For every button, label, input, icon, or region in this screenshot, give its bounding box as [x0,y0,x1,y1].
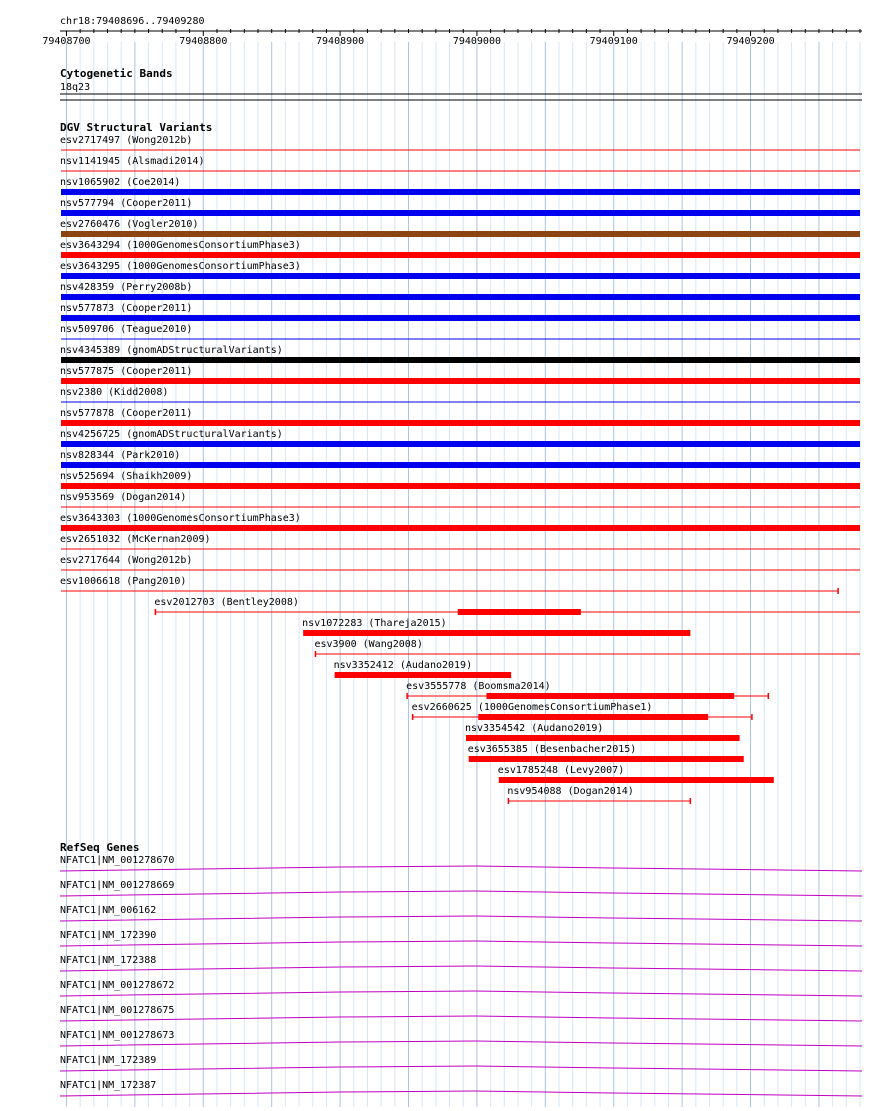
gene-label[interactable]: NFATC1|NM_001278669 [60,880,175,891]
variant-bar[interactable] [61,420,860,426]
variant-label[interactable]: nsv577873 (Cooper2011) [60,303,193,314]
gene-feature[interactable] [60,930,862,946]
variant-feature[interactable] [60,408,860,426]
cytogenetic-title: Cytogenetic Bands [60,67,173,80]
gene-intron-line[interactable] [60,966,862,971]
variant-label[interactable]: nsv3354542 (Audano2019) [464,723,604,734]
variant-label[interactable]: esv2717644 (Wong2012b) [60,555,193,566]
ruler-tick-label: 79408800 [179,36,228,47]
variant-bar[interactable] [61,462,860,468]
cytoband-label[interactable]: 18q23 [60,82,91,93]
variant-feature[interactable] [465,723,740,741]
variant-label[interactable]: nsv4345389 (gnomADStructuralVariants) [60,345,283,356]
variant-bar[interactable] [61,525,860,531]
refseq-title: RefSeq Genes [60,841,140,854]
variant-bar[interactable] [61,441,860,447]
coordinate-ruler [42,16,862,47]
dgv-track [60,121,860,804]
variant-bar[interactable] [335,672,511,678]
variant-feature[interactable] [60,282,860,300]
gene-feature[interactable] [60,880,862,896]
variant-label[interactable]: nsv1072283 (Thareja2015) [302,618,447,629]
gene-label[interactable]: NFATC1|NM_172387 [60,1080,157,1091]
gene-intron-line[interactable] [60,1091,862,1096]
variant-label[interactable]: esv3643295 (1000GenomesConsortiumPhase3) [60,261,301,272]
variant-label[interactable]: nsv525694 (Shaikh2009) [60,471,193,482]
variant-feature[interactable] [60,555,860,570]
variant-label[interactable]: esv2660625 (1000GenomesConsortiumPhase1) [411,702,653,713]
gene-label[interactable]: NFATC1|NM_001278675 [60,1005,175,1016]
variant-feature[interactable] [507,786,690,804]
variant-feature[interactable] [60,471,860,489]
variant-feature[interactable] [60,534,860,549]
variant-label[interactable]: esv3900 (Wang2008) [314,639,423,650]
variant-bar[interactable] [61,231,860,237]
variant-feature[interactable] [412,702,752,720]
variant-bar[interactable] [61,294,860,300]
variant-feature[interactable] [60,303,860,321]
variant-feature[interactable] [498,765,774,783]
variant-bar[interactable] [61,210,860,216]
gene-intron-line[interactable] [60,941,862,946]
variant-bar[interactable] [466,735,740,741]
variant-label[interactable]: esv1006618 (Pang2010) [60,576,187,587]
gene-intron-line[interactable] [60,866,862,871]
variant-label[interactable]: nsv3352412 (Audano2019) [333,660,473,671]
variant-bar[interactable] [61,357,860,363]
variant-label[interactable]: esv2717497 (Wong2012b) [60,135,193,146]
variant-core-bar[interactable] [458,609,581,615]
variant-bar[interactable] [61,189,860,195]
variant-bar[interactable] [303,630,690,636]
variant-feature[interactable] [60,240,860,258]
gene-intron-line[interactable] [60,1016,862,1021]
variant-label[interactable]: esv3643294 (1000GenomesConsortiumPhase3) [60,240,301,251]
gene-feature[interactable] [60,905,862,921]
variant-bar[interactable] [499,777,774,783]
ruler-tick-label: 79408700 [42,36,91,47]
variant-feature[interactable] [154,597,860,615]
variant-feature[interactable] [60,198,860,216]
gene-intron-line[interactable] [60,891,862,896]
variant-feature[interactable] [60,219,860,237]
variant-label[interactable]: esv2012703 (Bentley2008) [154,597,299,608]
variant-label[interactable]: esv3555778 (Boomsma2014) [406,681,551,692]
variant-feature[interactable] [60,135,860,150]
variant-feature[interactable] [60,450,860,468]
gene-label[interactable]: NFATC1|NM_001278670 [60,855,175,866]
gene-label[interactable]: NFATC1|NM_172388 [60,955,157,966]
gene-feature[interactable] [60,855,862,871]
variant-label[interactable]: nsv4256725 (gnomADStructuralVariants) [60,429,283,440]
variant-feature[interactable] [60,156,860,171]
variant-bar[interactable] [61,483,860,489]
variant-label[interactable]: esv2651032 (McKernan2009) [60,534,211,545]
variant-label[interactable]: nsv428359 (Perry2008b) [60,282,193,293]
variant-bar[interactable] [469,756,744,762]
variant-label[interactable]: nsv1065902 (Coe2014) [60,177,181,188]
variant-bar[interactable] [61,315,860,321]
variant-label[interactable]: esv3655385 (Besenbacher2015) [467,744,637,755]
gene-feature[interactable] [60,1005,862,1021]
variant-label[interactable]: nsv954088 (Dogan2014) [507,786,634,797]
variant-label[interactable]: nsv577875 (Cooper2011) [60,366,193,377]
variant-label[interactable]: nsv2380 (Kidd2008) [60,387,169,398]
variant-feature[interactable] [60,387,860,402]
refseq-track [60,841,862,1096]
gene-intron-line[interactable] [60,1041,862,1046]
variant-feature[interactable] [60,261,860,279]
ruler-tick-label: 79409200 [726,36,775,47]
gene-label[interactable]: NFATC1|NM_172390 [60,930,157,941]
variant-label[interactable]: nsv953569 (Dogan2014) [60,492,187,503]
ruler-tick-label: 79408900 [316,36,365,47]
ruler-tick-label: 79409100 [589,36,638,47]
variant-label[interactable]: esv2760476 (Vogler2010) [60,219,199,230]
ruler-tick-label: 79409000 [452,36,502,47]
cytogenetic-track [60,67,862,100]
dgv-title: DGV Structural Variants [60,121,213,134]
variant-feature[interactable] [334,660,511,678]
variant-feature[interactable] [60,366,860,384]
gene-label[interactable]: NFATC1|NM_001278673 [60,1030,175,1041]
variant-bar[interactable] [61,273,860,279]
variant-feature[interactable] [302,618,690,636]
gene-intron-line[interactable] [60,1066,862,1071]
variant-feature[interactable] [60,324,860,339]
gene-label[interactable]: NFATC1|NM_001278672 [60,980,175,991]
gene-feature[interactable] [60,1080,862,1096]
variant-feature[interactable] [60,429,860,447]
variant-feature[interactable] [60,513,860,531]
variant-feature[interactable] [468,744,744,762]
gene-feature[interactable] [60,980,862,996]
variant-label[interactable]: nsv509706 (Teague2010) [60,324,193,335]
variant-label[interactable]: nsv828344 (Park2010) [60,450,181,461]
variant-label[interactable]: nsv577878 (Cooper2011) [60,408,193,419]
region-label: chr18:79408696..79409280 [60,16,205,27]
variant-feature[interactable] [406,681,768,699]
variant-feature[interactable] [60,345,860,363]
gene-label[interactable]: NFATC1|NM_172389 [60,1055,157,1066]
gene-feature[interactable] [60,955,862,971]
gene-intron-line[interactable] [60,916,862,921]
gene-intron-line[interactable] [60,991,862,996]
variant-label[interactable]: nsv577794 (Cooper2011) [60,198,193,209]
variant-label[interactable]: nsv1141945 (Alsmadi2014) [60,156,205,167]
variant-bar[interactable] [61,378,860,384]
variant-bar[interactable] [61,252,860,258]
gene-feature[interactable] [60,1030,862,1046]
variant-feature[interactable] [60,177,860,195]
variant-core-bar[interactable] [478,714,708,720]
variant-feature[interactable] [60,492,860,507]
variant-core-bar[interactable] [486,693,734,699]
gene-label[interactable]: NFATC1|NM_006162 [60,905,157,916]
variant-label[interactable]: esv3643303 (1000GenomesConsortiumPhase3) [60,513,301,524]
gene-feature[interactable] [60,1055,862,1071]
variant-label[interactable]: esv1785248 (Levy2007) [497,765,625,776]
